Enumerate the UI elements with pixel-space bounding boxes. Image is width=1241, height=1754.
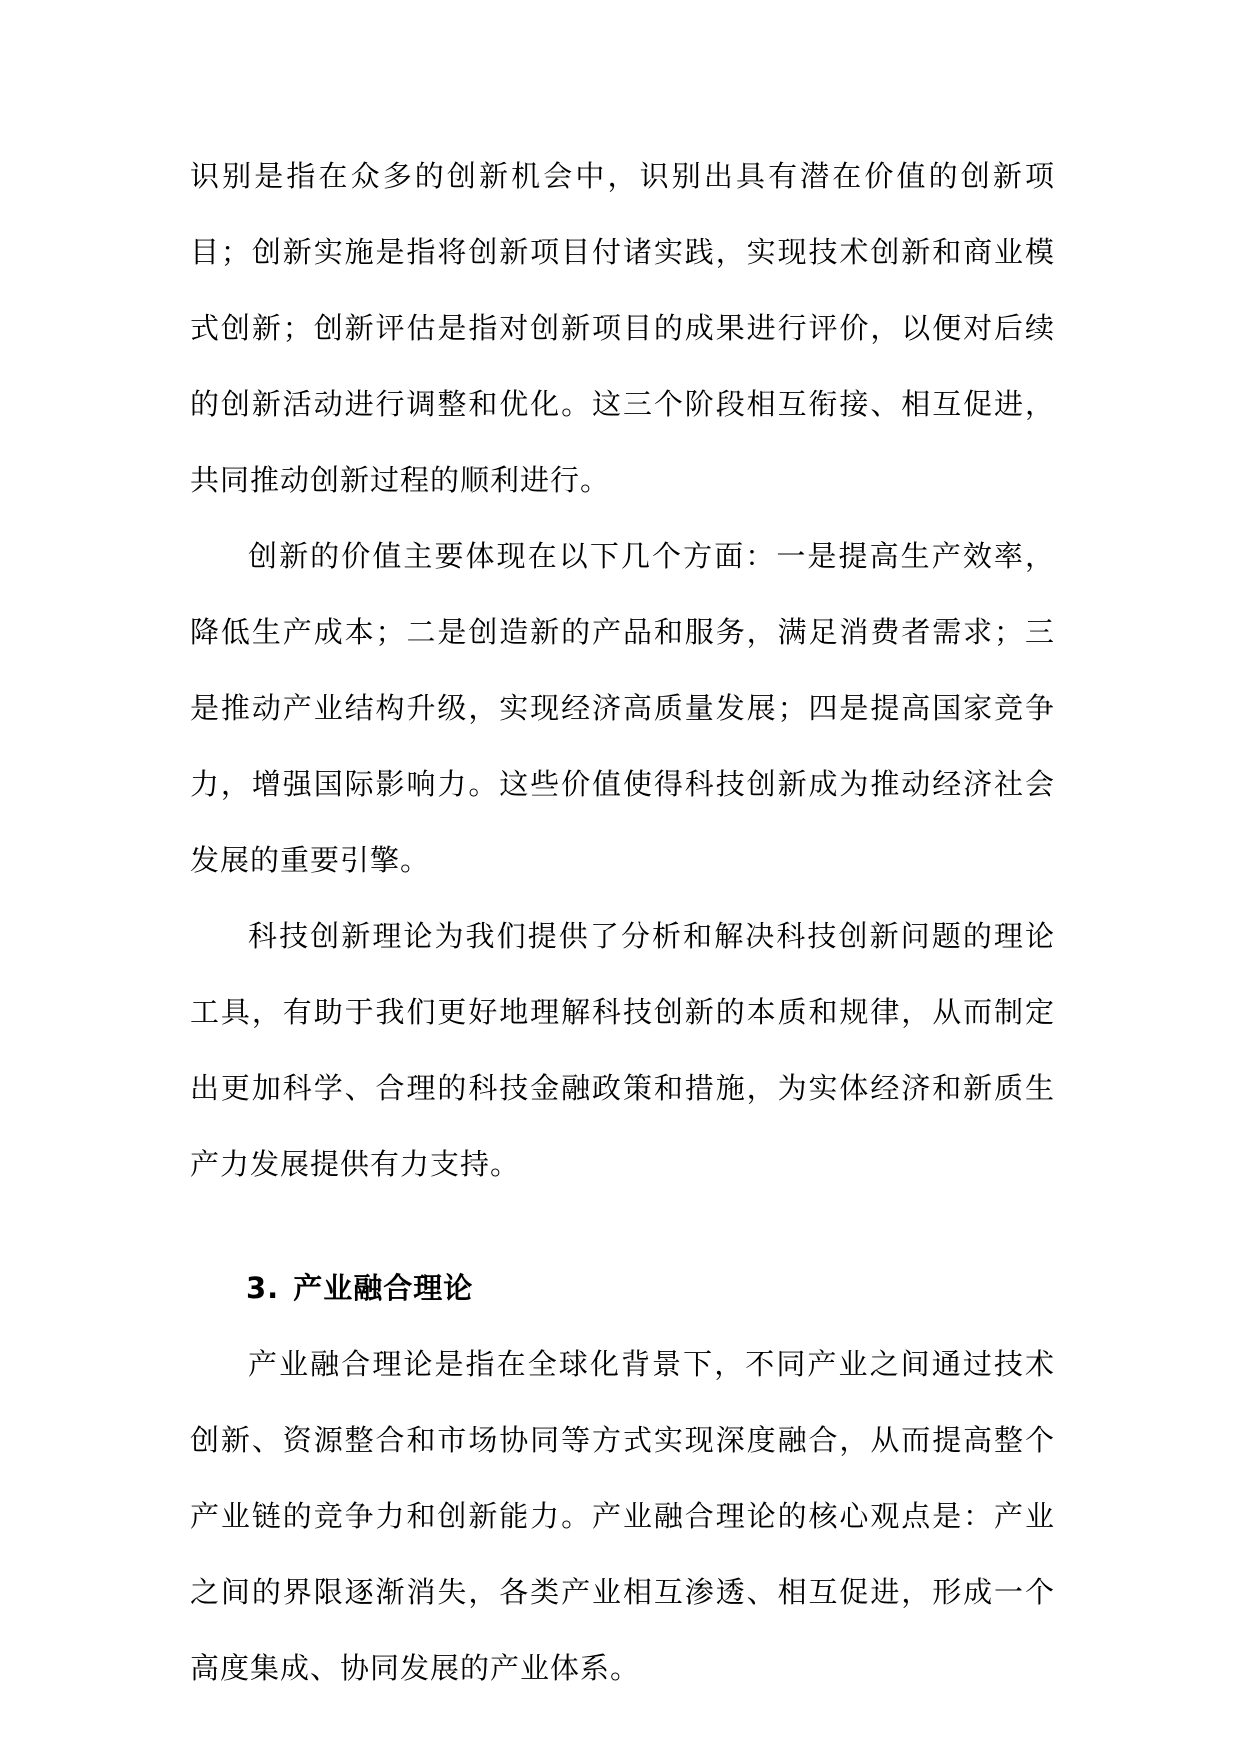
document-body — [190, 138, 1055, 1706]
section-heading-industry-fusion — [190, 1250, 1055, 1326]
section-number: 3. — [246, 1271, 280, 1305]
section-title: 产业融合理论 — [293, 1271, 474, 1305]
paragraph-industry-fusion-theory: 产业融合理论是指在全球化背景下，不同产业之间通过技术创新、资源整合和市场协同等方式实现深度融合，从而提高整个产业链的竞争力和创新能力。产业融合理论的核心观点是：产业之间的界限逐渐消失，各类产业相互渗透、相互促进，形成一个高度集成、协同发展的产业体系。 — [190, 1347, 1055, 1685]
paragraph-innovation-stages: 识别是指在众多的创新机会中，识别出具有潜在价值的创新项目；创新实施是指将创新项目付诸实践，实现技术创新和商业模式创新；创新评估是指对创新项目的成果进行评价，以便对后续的创新活动进行调整和优化。这三个阶段相互衔接、相互促进，共同推动创新过程的顺利进行。 — [190, 159, 1055, 497]
paragraph-innovation-value: 创新的价值主要体现在以下几个方面：一是提高生产效率，降低生产成本；二是创造新的产品和服务，满足消费者需求；三是推动产业结构升级，实现经济高质量发展；四是提高国家竞争力，增强国际影响力。这些价值使得科技创新成为推动经济社会发展的重要引擎。 — [190, 539, 1055, 877]
paragraph-innovation-theory-tool: 科技创新理论为我们提供了分析和解决科技创新问题的理论工具，有助于我们更好地理解科技创新的本质和规律，从而制定出更加科学、合理的科技金融政策和措施，为实体经济和新质生产力发展提供有力支持。 — [190, 919, 1055, 1181]
